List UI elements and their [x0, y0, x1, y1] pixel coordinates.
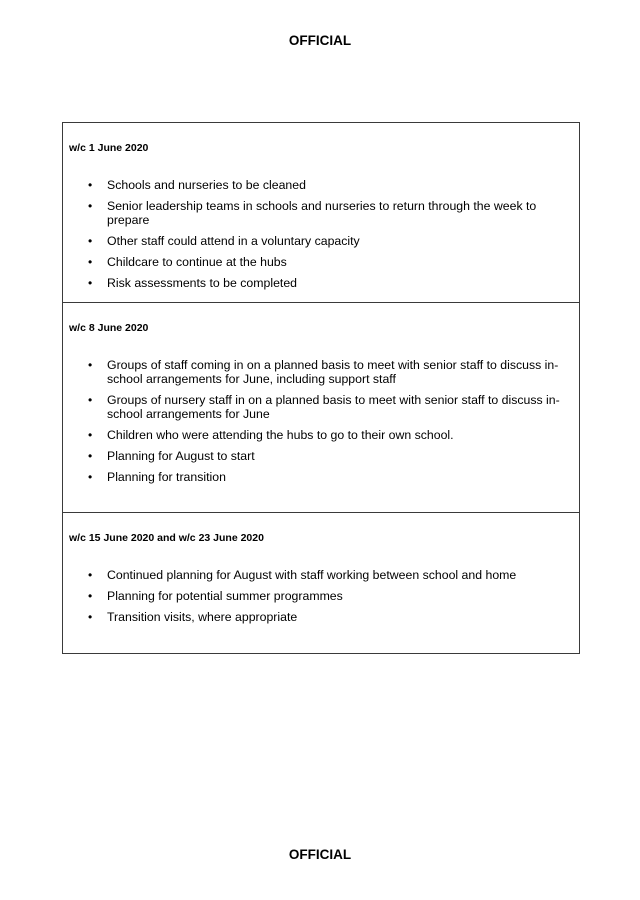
bullet-list: [63, 358, 579, 491]
week-section: [63, 123, 579, 303]
list-item-text: Planning for August to start: [107, 449, 255, 463]
bullet-icon: •: [88, 358, 93, 372]
list-item-text: Children who were attending the hubs to go to their own school.: [107, 428, 454, 442]
list-item: [63, 178, 579, 192]
section-title: w/c 15 June 2020 and w/c 23 June 2020: [69, 532, 264, 544]
list-item: [63, 568, 579, 582]
list-item-text: Planning for transition: [107, 470, 226, 484]
list-item: [63, 358, 579, 386]
section-title: w/c 8 June 2020: [69, 322, 149, 334]
list-item: [63, 199, 579, 227]
bullet-icon: •: [88, 589, 93, 603]
list-item-text: Other staff could attend in a voluntary capacity: [107, 234, 360, 248]
list-item: [63, 610, 579, 624]
week-section: [63, 303, 579, 513]
bullet-list: [63, 568, 579, 631]
bullet-icon: •: [88, 234, 93, 248]
list-item: [63, 428, 579, 442]
list-item: [63, 276, 579, 290]
bullet-icon: •: [88, 470, 93, 484]
header-protective-marking: OFFICIAL: [288, 33, 352, 48]
list-item: [63, 255, 579, 269]
bullet-icon: •: [88, 255, 93, 269]
bullet-icon: •: [88, 428, 93, 442]
bullet-icon: •: [88, 610, 93, 624]
bullet-icon: •: [88, 449, 93, 463]
list-item: [63, 393, 579, 421]
list-item-text: Planning for potential summer programmes: [107, 589, 343, 603]
list-item-text: Risk assessments to be completed: [107, 276, 298, 290]
list-item-text: Continued planning for August with staff working between school and home: [107, 568, 517, 582]
list-item: [63, 234, 579, 248]
list-item: [63, 449, 579, 463]
list-item-text: Groups of staff coming in on a planned basis to meet with senior staff to discuss in-school arrangements for June, including support staff: [107, 358, 559, 386]
footer-protective-marking: OFFICIAL: [288, 847, 352, 862]
bullet-icon: •: [88, 199, 93, 213]
bullet-icon: •: [88, 393, 93, 407]
bullet-icon: •: [88, 178, 93, 192]
section-title: w/c 1 June 2020: [69, 142, 149, 154]
list-item-text: Childcare to continue at the hubs: [107, 255, 287, 269]
bullet-list: [63, 178, 579, 297]
bullet-icon: •: [88, 276, 93, 290]
list-item-text: Transition visits, where appropriate: [107, 610, 298, 624]
list-item-text: Groups of nursery staff in on a planned basis to meet with senior staff to discuss in-school arrangements for June: [107, 393, 560, 421]
bullet-icon: •: [88, 568, 93, 582]
list-item-text: Senior leadership teams in schools and nurseries to return through the week to prepare: [107, 199, 537, 227]
list-item-text: Schools and nurseries to be cleaned: [107, 178, 306, 192]
list-item: [63, 470, 579, 484]
week-section: [63, 513, 579, 653]
list-item: [63, 589, 579, 603]
schedule-table: [62, 122, 580, 654]
